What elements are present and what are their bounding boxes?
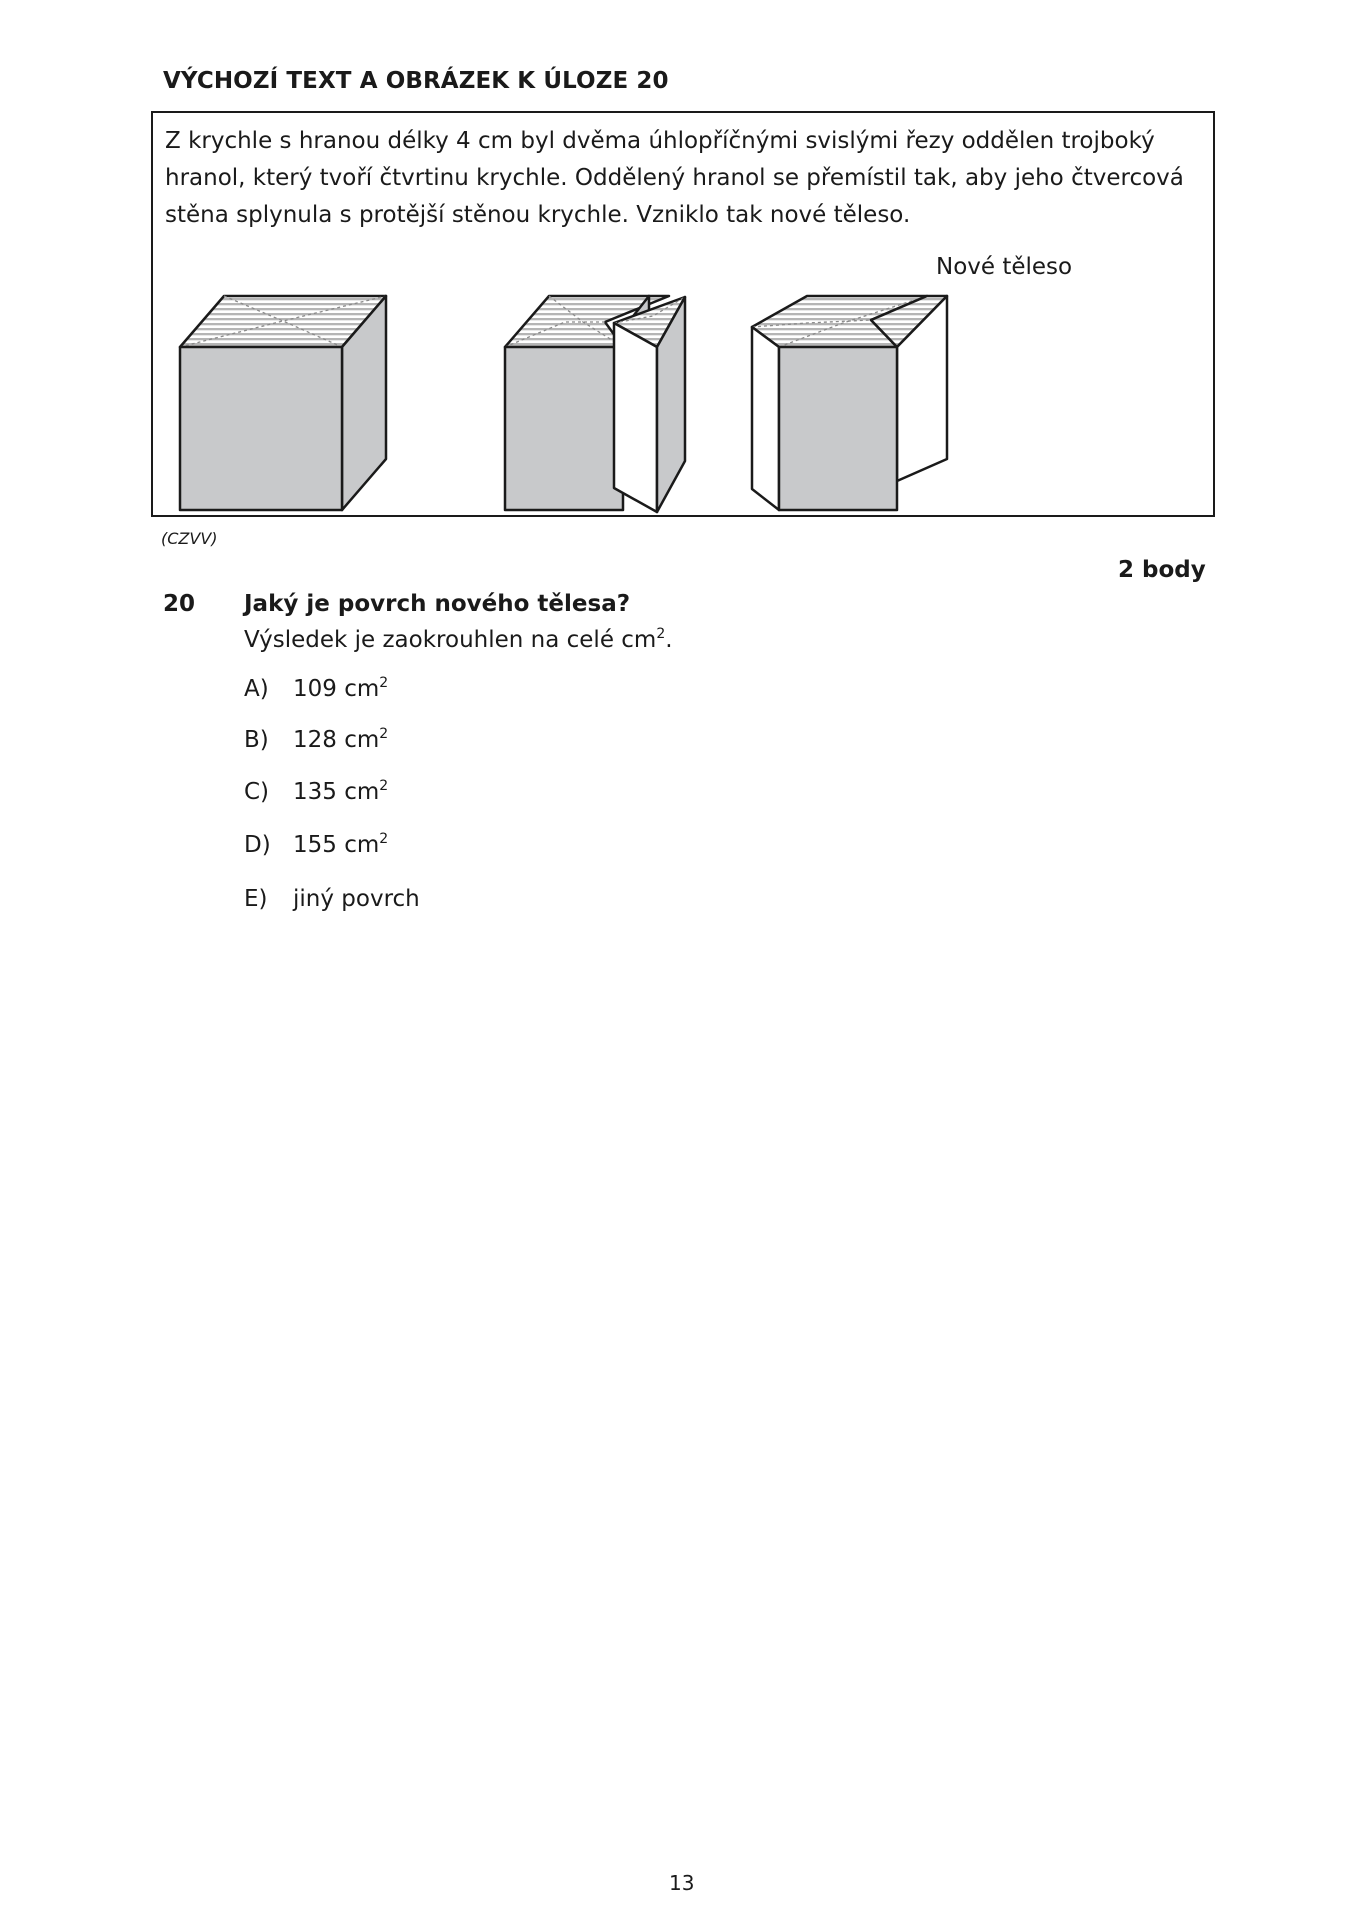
question-note-end: . bbox=[665, 627, 673, 653]
option-d[interactable] bbox=[244, 832, 388, 858]
cube-original bbox=[180, 296, 386, 510]
question-note bbox=[244, 627, 673, 653]
option-sup: 2 bbox=[379, 778, 389, 794]
option-letter: C) bbox=[244, 779, 270, 805]
option-text: 135 cm bbox=[293, 779, 380, 805]
option-text: 128 cm bbox=[293, 727, 380, 753]
option-sup: 2 bbox=[379, 831, 389, 847]
cube-split bbox=[505, 296, 685, 512]
intro-line: stěna splynula s protější stěnou krychle. Vzniklo tak nové těleso. bbox=[165, 202, 911, 228]
intro-line: Z krychle s hranou délky 4 cm byl dvěma úhlopříčnými svislými řezy oddělen trojboký bbox=[165, 128, 1155, 154]
option-text: jiný povrch bbox=[293, 886, 420, 912]
option-letter: A) bbox=[244, 676, 269, 702]
cube-figures bbox=[153, 113, 1213, 515]
option-a[interactable] bbox=[244, 676, 388, 702]
option-c[interactable] bbox=[244, 779, 388, 805]
question-number: 20 bbox=[163, 591, 196, 617]
source-note: (CZVV) bbox=[161, 529, 218, 548]
option-e[interactable] bbox=[244, 886, 420, 912]
option-letter: E) bbox=[244, 886, 268, 912]
option-sup: 2 bbox=[379, 675, 389, 691]
intro-line: hranol, který tvoří čtvrtinu krychle. Oddělený hranol se přemístil tak, aby jeho čtvercová bbox=[165, 165, 1184, 191]
intro-box bbox=[151, 111, 1215, 517]
new-solid bbox=[752, 296, 947, 510]
option-text: 109 cm bbox=[293, 676, 380, 702]
option-letter: D) bbox=[244, 832, 271, 858]
question-text: Jaký je povrch nového tělesa? bbox=[244, 591, 631, 617]
figure-label-new-solid: Nové těleso bbox=[936, 254, 1073, 280]
option-b[interactable] bbox=[244, 727, 388, 753]
question-note-text: Výsledek je zaokrouhlen na celé cm bbox=[244, 627, 657, 653]
question-note-sup: 2 bbox=[656, 626, 666, 642]
option-text: 155 cm bbox=[293, 832, 380, 858]
option-sup: 2 bbox=[379, 726, 389, 742]
points-label: 2 body bbox=[1118, 557, 1206, 583]
section-heading: VÝCHOZÍ TEXT A OBRÁZEK K ÚLOZE 20 bbox=[163, 68, 669, 94]
page-number: 13 bbox=[669, 1871, 695, 1895]
option-letter: B) bbox=[244, 727, 269, 753]
